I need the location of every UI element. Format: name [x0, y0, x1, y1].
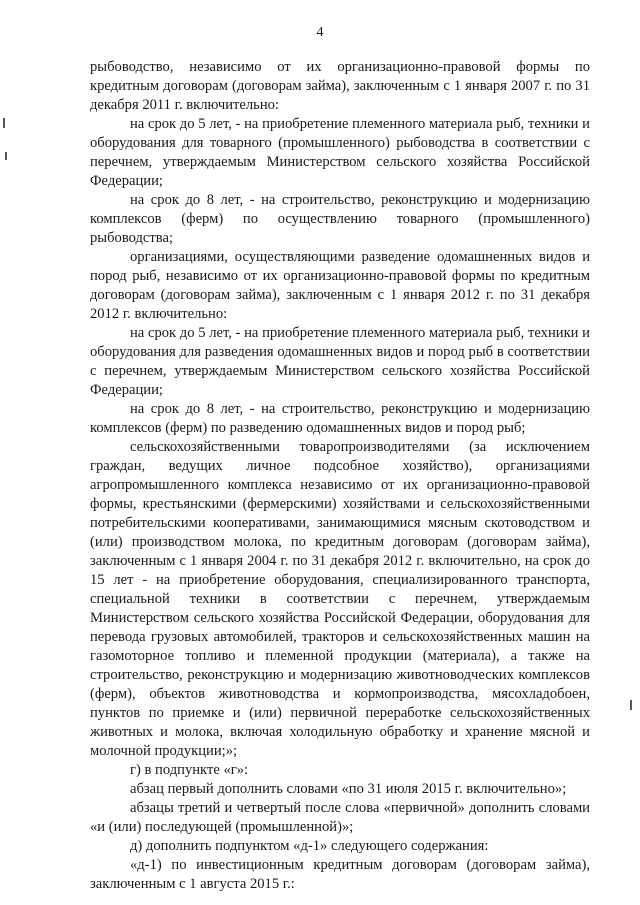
- scan-mark: [5, 152, 7, 160]
- paragraph: на срок до 5 лет, - на приобретение племенного материала рыб, техники и оборудования для разведения одомашненных видов и пород рыб в соответствии с перечнем, утверждаемым Министерством сельского хозяйства Российской Федерации;: [90, 325, 590, 398]
- paragraph: абзац первый дополнить словами «по 31 июля 2015 г. включительно»;: [130, 781, 567, 797]
- document-body: [90, 58, 590, 894]
- paragraph: рыбоводство, независимо от их организационно-правовой формы по кредитным договорам (договорам займа), заключенным с 1 января 2007 г. по 31 декабря 2011 г. включительно:: [90, 59, 590, 113]
- scan-mark: [3, 118, 5, 128]
- paragraph: организациями, осуществляющими разведение одомашненных видов и пород рыб, независимо от их организационно-правовой формы по кредитным договорам (договорам займа), заключенным с 1 января 2012 г. по 31 декабря 2012 г. включительно:: [90, 249, 590, 322]
- paragraph: на срок до 8 лет, - на строительство, реконструкцию и модернизацию комплексов (ферм) по осуществлению товарного (промышленного) рыбоводства;: [90, 192, 590, 246]
- paragraph: на срок до 8 лет, - на строительство, реконструкцию и модернизацию комплексов (ферм) по разведению одомашненных видов и пород рыб;: [90, 401, 590, 436]
- paragraph: г) в подпункте «г»:: [130, 762, 249, 778]
- page-number: 4: [316, 25, 324, 40]
- paragraph: на срок до 5 лет, - на приобретение племенного материала рыб, техники и оборудования для товарного (промышленного) рыбоводства в соответствии с перечнем, утверждаемым Министерством сельского хозяйства Российской Федерации;: [90, 116, 590, 189]
- scan-mark: [630, 700, 632, 710]
- paragraph: д) дополнить подпунктом «д-1» следующего содержания:: [130, 838, 489, 854]
- paragraph: сельскохозяйственными товаропроизводителями (за исключением граждан, ведущих личное подсобное хозяйство), организациями агропромышленного комплекса независимо от их организационно-правовой формы, крестьянскими (фермерскими) хозяйствами и сельскохозяйственными потребительскими кооперативами, занимающимися мясным скотоводством и (или) производством молока, по кредитным договорам (договорам займа), заключенным с 1 января 2004 г. по 31 декабря 2012 г. включительно, на срок до 15 лет - на приобретение оборудования, специализированного транспорта, специальной техники в соответствии с перечнем, утверждаемым Министерством сельского хозяйства Российской Федерации, оборудования для перевода грузовых автомобилей, тракторов и сельскохозяйственных машин на газомоторное топливо и племенной продукции (материала), а также на строительство, реконструкцию и модернизацию животноводческих комплексов (ферм), объектов животноводства и кормопроизводства, мясохладобоен, пунктов по приемке и (или) первичной переработке сельскохозяйственных животных и молока, включая холодильную обработку и хранение мясной и молочной продукции;»;: [90, 439, 590, 759]
- paragraph: «д-1) по инвестиционным кредитным договорам (договорам займа), заключенным с 1 августа 2015 г.:: [90, 857, 590, 892]
- paragraph: абзацы третий и четвертый после слова «первичной» дополнить словами «и (или) последующей (промышленной)»;: [90, 800, 590, 835]
